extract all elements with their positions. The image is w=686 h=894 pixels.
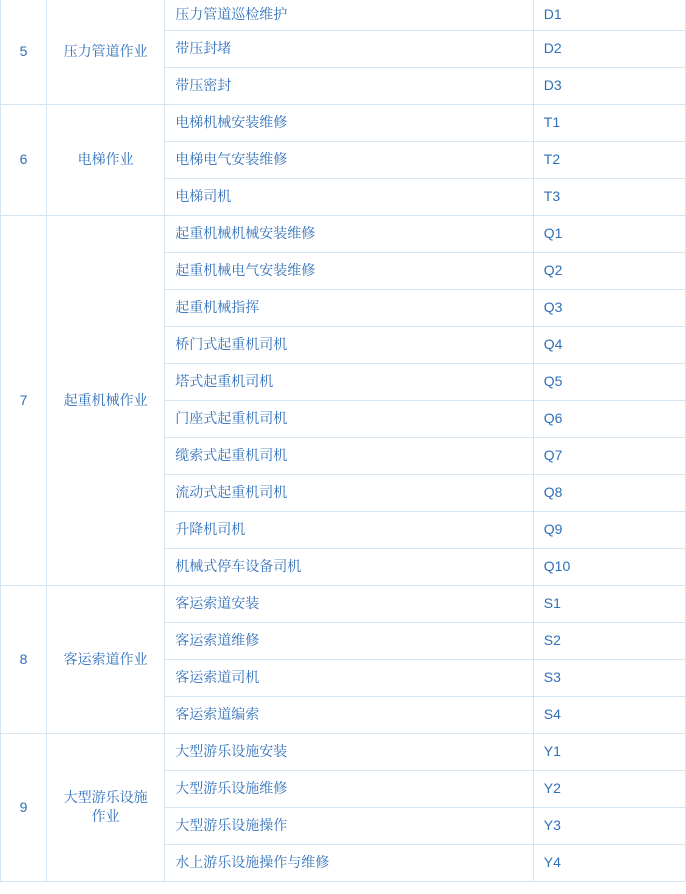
row-code: S2 — [533, 622, 685, 659]
row-code: T2 — [533, 141, 685, 178]
row-code: Q8 — [533, 474, 685, 511]
row-category: 电梯作业 — [47, 104, 165, 215]
row-item: 带压封堵 — [165, 30, 534, 67]
row-item: 客运索道维修 — [165, 622, 534, 659]
row-code: T3 — [533, 178, 685, 215]
row-item: 大型游乐设施维修 — [165, 770, 534, 807]
row-item: 起重机械机械安装维修 — [165, 215, 534, 252]
row-code: Q6 — [533, 400, 685, 437]
table-row — [1, 585, 686, 622]
table-row — [1, 215, 686, 252]
row-code: S3 — [533, 659, 685, 696]
row-item: 大型游乐设施安装 — [165, 733, 534, 770]
row-index: 7 — [1, 215, 47, 585]
row-index: 8 — [1, 585, 47, 733]
row-code: S4 — [533, 696, 685, 733]
row-code: Q2 — [533, 252, 685, 289]
row-item: 塔式起重机司机 — [165, 363, 534, 400]
row-item: 起重机械指挥 — [165, 289, 534, 326]
row-code: Q9 — [533, 511, 685, 548]
row-code: Q7 — [533, 437, 685, 474]
table-body — [1, 0, 686, 881]
row-item: 门座式起重机司机 — [165, 400, 534, 437]
table-row — [1, 104, 686, 141]
row-item: 电梯电气安装维修 — [165, 141, 534, 178]
row-code: Q10 — [533, 548, 685, 585]
row-code: Y2 — [533, 770, 685, 807]
row-item: 桥门式起重机司机 — [165, 326, 534, 363]
row-category: 大型游乐设施作业 — [47, 733, 165, 881]
row-index: 5 — [1, 0, 47, 104]
row-item: 客运索道司机 — [165, 659, 534, 696]
row-code: Q1 — [533, 215, 685, 252]
row-index: 6 — [1, 104, 47, 215]
row-item: 电梯机械安装维修 — [165, 104, 534, 141]
row-index: 9 — [1, 733, 47, 881]
row-item: 起重机械电气安装维修 — [165, 252, 534, 289]
row-category: 起重机械作业 — [47, 215, 165, 585]
row-item: 流动式起重机司机 — [165, 474, 534, 511]
row-category: 压力管道作业 — [47, 0, 165, 104]
row-code: Y3 — [533, 807, 685, 844]
row-item: 客运索道安装 — [165, 585, 534, 622]
row-code: Q4 — [533, 326, 685, 363]
row-code: Q3 — [533, 289, 685, 326]
table-row — [1, 0, 686, 30]
row-item: 缆索式起重机司机 — [165, 437, 534, 474]
row-code: D2 — [533, 30, 685, 67]
row-item: 带压密封 — [165, 67, 534, 104]
row-item: 水上游乐设施操作与维修 — [165, 844, 534, 881]
row-code: T1 — [533, 104, 685, 141]
row-item: 客运索道编索 — [165, 696, 534, 733]
row-code: S1 — [533, 585, 685, 622]
row-item: 升降机司机 — [165, 511, 534, 548]
row-code: Y1 — [533, 733, 685, 770]
row-code: Y4 — [533, 844, 685, 881]
table-row — [1, 733, 686, 770]
row-item: 大型游乐设施操作 — [165, 807, 534, 844]
row-code: D3 — [533, 67, 685, 104]
row-item: 机械式停车设备司机 — [165, 548, 534, 585]
row-code: D1 — [533, 0, 685, 30]
row-category: 客运索道作业 — [47, 585, 165, 733]
row-item: 电梯司机 — [165, 178, 534, 215]
row-item: 压力管道巡检维护 — [165, 0, 534, 30]
row-code: Q5 — [533, 363, 685, 400]
